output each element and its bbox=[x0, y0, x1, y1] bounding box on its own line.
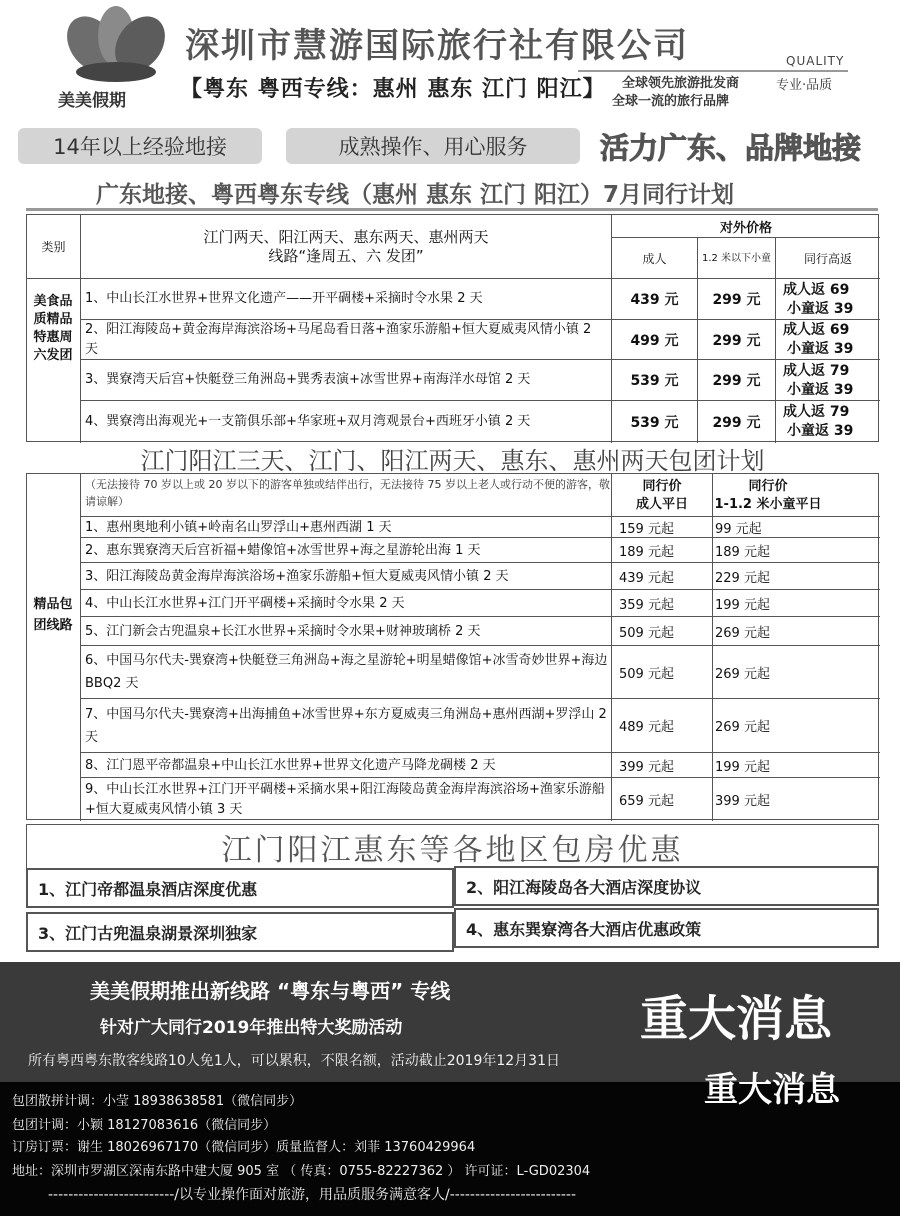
slogan-line-2: 全球一流的旅行品牌 bbox=[612, 94, 730, 109]
plan-title: 广东地接、粤西粤东专线（惠州 惠东 江门 阳江）7月同行计划 bbox=[96, 182, 735, 208]
divider bbox=[26, 208, 878, 211]
adult-header-line-1: 同行价 bbox=[642, 479, 682, 494]
major-news-label: 重大消息 bbox=[640, 991, 833, 1047]
adult-price: 509 元起 bbox=[619, 625, 674, 641]
route-tag: 【粤东 粤西专线：惠州 惠东 江门 阳江】 bbox=[180, 77, 606, 102]
adult-price: 499 元 bbox=[630, 332, 679, 349]
category-header: 类别 bbox=[41, 240, 66, 254]
age-restriction-note: （无法接待 70 岁以上或 20 岁以下的游客单独或结伴出行，无法接待 75 岁以上老人或行动不便的游客，敬请谅解） bbox=[85, 478, 610, 508]
contact-line: 订房订票：谢生 18026967170（微信同步）质量监督人：刘菲 13760429964 bbox=[12, 1140, 476, 1155]
adult-price-header bbox=[612, 476, 712, 516]
child-price: 269 元起 bbox=[715, 666, 770, 682]
rebate-adult: 成人返 79 bbox=[783, 363, 850, 379]
rebate-adult: 成人返 69 bbox=[783, 322, 850, 338]
hotel-deal-item: 3、江门古兜温泉湖景深圳独家 bbox=[26, 912, 454, 952]
rebate bbox=[783, 321, 879, 359]
badge-brand: 活力广东、品牌地接 bbox=[600, 131, 862, 165]
child-price-header bbox=[713, 476, 823, 516]
adult-price: 359 元起 bbox=[619, 597, 674, 613]
hotel-deal-item: 4、惠东巽寮湾各大酒店优惠政策 bbox=[454, 908, 879, 948]
child-header-line-1: 同行价 bbox=[748, 479, 788, 494]
weekend-tour-table bbox=[26, 214, 879, 442]
adult-price: 439 元 bbox=[630, 292, 679, 308]
promo-headline: 美美假期推出新线路 “粤东与粤西” 专线 bbox=[90, 979, 451, 1003]
promo-details: 所有粤西粤东散客线路10人免1人，可以累积，不限名额，活动截止2019年12月31日 bbox=[28, 1053, 560, 1069]
rebate bbox=[783, 362, 879, 400]
child-price: 299 元 bbox=[712, 332, 761, 349]
rebate-child: 小童返 39 bbox=[787, 423, 854, 439]
child-price: 99 元起 bbox=[715, 521, 762, 537]
rebate-adult: 成人返 79 bbox=[783, 404, 850, 420]
table-row: 9、中山长江水世界+江门开平碉楼+采摘水果+阳江海陵岛黄金海岸海滨浴场+渔家乐游船+恒大夏威夷风情小镇 3 天 bbox=[85, 781, 605, 817]
group-plan-title: 江门阳江三天、江门、阳江两天、惠东、惠州两天包团计划 bbox=[140, 446, 765, 475]
quality-label: QUALITY bbox=[786, 54, 845, 68]
child-price: 229 元起 bbox=[715, 570, 770, 586]
rebate-child: 小童返 39 bbox=[787, 382, 854, 398]
rebate bbox=[783, 403, 879, 441]
table-row: 2、惠东巽寮湾天后宫祈福+蜡像馆+冰雪世界+海之星游轮出海 1 天 bbox=[85, 542, 481, 558]
adult-price: 399 元起 bbox=[619, 759, 674, 775]
footer-slogan: -------------------------/以专业操作面对旅游，用品质服务满意客人/------------------------- bbox=[48, 1187, 577, 1203]
brand-name: 美美假期 bbox=[58, 91, 126, 111]
child-price: 189 元起 bbox=[715, 544, 770, 560]
child-price: 399 元起 bbox=[715, 794, 770, 809]
table-row: 3、阳江海陵岛黄金海岸海滨浴场+渔家乐游船+恒大夏威夷风情小镇 2 天 bbox=[85, 568, 509, 584]
adult-price: 509 元起 bbox=[619, 666, 674, 682]
category-label: 精品包团线路 bbox=[33, 597, 73, 633]
table-row: 6、中国马尔代夫-巽寮湾+快艇登三角洲岛+海之星游轮+明星蜡像馆+冰雪奇妙世界+海边 BBQ2 天 bbox=[85, 653, 608, 691]
hotel-deal-item: 1、江门帝都温泉酒店深度优惠 bbox=[26, 868, 454, 908]
table-row: 1、惠州奥地利小镇+岭南名山罗浮山+惠州西湖 1 天 bbox=[85, 519, 392, 535]
adult-price: 659 元起 bbox=[619, 794, 674, 809]
group-tour-table bbox=[26, 473, 879, 820]
child-price: 269 元起 bbox=[715, 720, 770, 735]
route-header-line-1: 江门两天、阳江两天、惠东两天、惠州两天 bbox=[203, 227, 489, 246]
rebate-adult: 成人返 69 bbox=[783, 282, 850, 298]
table-row: 8、江门恩平帝都温泉+中山长江水世界+世界文化遗产马降龙碉楼 2 天 bbox=[85, 757, 496, 773]
child-price: 269 元起 bbox=[715, 625, 770, 641]
category-label: 美食品质精品特惠周六发团 bbox=[33, 294, 73, 363]
badge-service: 成熟操作、用心服务 bbox=[286, 128, 580, 164]
adult-price: 539 元 bbox=[630, 373, 679, 389]
table-row: 3、巽寮湾天后宫+快艇登三角洲岛+巽秀表演+冰雪世界+南海洋水母馆 2 天 bbox=[85, 372, 531, 387]
hotel-deal-item: 2、阳江海陵岛各大酒店深度协议 bbox=[454, 866, 879, 906]
table-row: 4、巽寮湾出海观光+一支箭俱乐部+华家班+双月湾观景台+西班牙小镇 2 天 bbox=[85, 413, 531, 429]
rebate-child: 小童返 39 bbox=[787, 341, 854, 357]
address-line: 地址：深圳市罗湖区深南东路中建大厦 905 室 （ 传真：0755-82227362 ） 许可证：L-GD02304 bbox=[12, 1164, 591, 1179]
table-row: 4、中山长江水世界+江门开平碉楼+采摘时令水果 2 天 bbox=[85, 595, 405, 611]
table-row: 2、阳江海陵岛+黄金海岸海滨浴场+马尾岛看日落+渔家乐游船+恒大夏威夷风情小镇 2 天 bbox=[85, 321, 592, 357]
company-name: 深圳市慧游国际旅行社有限公司 bbox=[185, 26, 689, 66]
badge-experience: 14年以上经验地接 bbox=[18, 128, 262, 164]
route-header bbox=[81, 215, 611, 278]
child-price: 299 元 bbox=[712, 292, 761, 308]
child-header-line-2: 1-1.2 米小童平日 bbox=[714, 497, 822, 512]
rebate-child: 小童返 39 bbox=[787, 301, 854, 317]
header bbox=[0, 0, 900, 118]
major-news-label-2: 重大消息 bbox=[704, 1070, 840, 1110]
child-price: 199 元起 bbox=[715, 597, 770, 613]
child-price: 299 元 bbox=[712, 414, 761, 431]
rebate bbox=[783, 281, 879, 319]
hotel-deals-title: 江门阳江惠东等各地区包房优惠 bbox=[26, 824, 879, 868]
adult-price-header: 成人 bbox=[642, 251, 667, 266]
adult-price: 489 元起 bbox=[619, 720, 674, 735]
route-header-line-2: 线路“逢周五、六 发团” bbox=[268, 246, 424, 265]
slogan-right: 专业·品质 bbox=[776, 78, 833, 93]
slogan-line-1: 全球领先旅游批发商 bbox=[622, 76, 740, 91]
external-price-header: 对外价格 bbox=[719, 220, 772, 236]
child-price: 199 元起 bbox=[715, 759, 770, 775]
promo-subheadline: 针对广大同行2019年推出特大奖励活动 bbox=[100, 1018, 403, 1038]
contact-line: 包团计调：小颖 18127083616（微信同步） bbox=[12, 1118, 277, 1133]
adult-price: 189 元起 bbox=[619, 544, 674, 560]
table-row: 1、中山长江水世界+世界文化遗产——开平碉楼+采摘时令水果 2 天 bbox=[85, 291, 483, 306]
adult-price: 159 元起 bbox=[619, 521, 674, 537]
child-price: 299 元 bbox=[712, 373, 761, 389]
rebate-header: 同行高返 bbox=[803, 251, 852, 266]
contact-line: 包团散拼计调：小莹 18938638581（微信同步） bbox=[12, 1094, 303, 1109]
table-row: 7、中国马尔代夫-巽寮湾+出海捕鱼+冰雪世界+东方夏威夷三角洲岛+惠州西湖+罗浮山 2 天 bbox=[85, 706, 607, 745]
adult-price: 439 元起 bbox=[619, 570, 674, 586]
child-price-header: 1.2 米以下小童 bbox=[701, 252, 772, 264]
company-logo-icon bbox=[52, 6, 180, 98]
adult-price: 539 元 bbox=[630, 414, 679, 431]
adult-header-line-2: 成人平日 bbox=[635, 497, 688, 512]
table-row: 5、江门新会古兜温泉+长江水世界+采摘时令水果+财神玻璃桥 2 天 bbox=[85, 623, 481, 639]
